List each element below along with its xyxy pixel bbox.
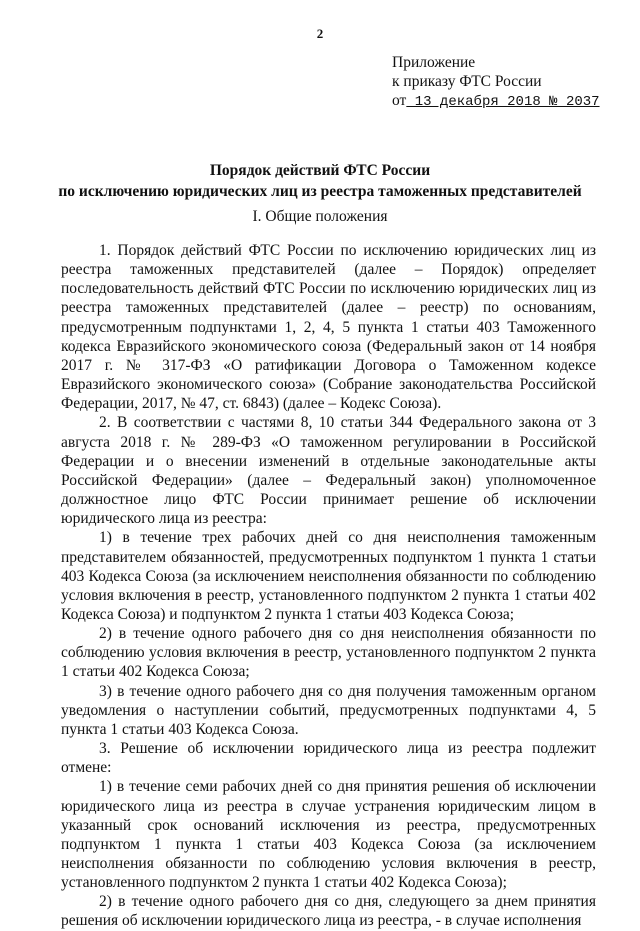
- appendix-block: [392, 53, 622, 112]
- document-title: [0, 160, 640, 202]
- appendix-date: 13 декабря 2018 № 2037: [406, 94, 600, 110]
- paragraph: 3. Решение об исключении юридического лица из реестра подлежит отмене:: [61, 740, 596, 777]
- paragraph: 3) в течение одного рабочего дня со дня получения таможенным органом уведомления о наступлении событий, предусмотренных подпунктами 4, 5 пункта 1 статьи 403 Кодекса Союза.: [61, 682, 596, 738]
- paragraph: 2) в течение одного рабочего дня со дня неисполнения обязанности по соблюдению условия включения в реестр, установленного подпунктом 2 пункта 1 статьи 402 Кодекса Союза;: [61, 625, 596, 681]
- page-number: 2: [316, 26, 324, 41]
- document-body: [61, 241, 596, 931]
- paragraph: 1) в течение семи рабочих дней со дня принятия решения об исключении юридического лица из реестра в случае устранения юридическим лицом в указанный срок оснований исключения из реестра, предусмотренных подпунктом 1 пункта 1 статьи 403 Кодекса Союза (за исключением неисполнения обязанности по соблюдению условия включения в реестр, установленного подпунктом 2 пункта 1 статьи 402 Кодекса Союза);: [61, 778, 596, 892]
- section-heading: I. Общие положения: [252, 208, 388, 225]
- document-title-line-1: Порядок действий ФТС России: [209, 162, 431, 179]
- document-title-line-2: по исключению юридических лиц из реестра таможенных представителей: [58, 183, 582, 200]
- appendix-date-line: [392, 91, 622, 112]
- appendix-order-ref: к приказу ФТС России: [392, 73, 542, 90]
- paragraph: 1. Порядок действий ФТС России по исключению юридических лиц из реестра таможенных представителей (далее – Порядок) определяет последовательность действий ФТС России по исключению юридических лиц из реестра таможенных представителей (далее – реестр) по основаниям, предусмотренным подпунктами 1, 2, 4, 5 пункта 1 статьи 403 Таможенного кодекса Евразийского экономического союза (Федеральный закон от 14 ноября 2017 г. № 317-ФЗ «О ратификации Договора о Таможенном кодексе Евразийского экономического союза» (Собрание законодательства Российской Федерации, 2017, № 47, ст. 6843) (далее – Кодекс Союза).: [61, 242, 596, 413]
- appendix-label: Приложение: [392, 54, 476, 71]
- paragraph: 2) в течение одного рабочего дня со дня, следующего за днем принятия решения об исключении юридического лица из реестра, - в случае исполнения: [61, 893, 596, 930]
- paragraph: 1) в течение трех рабочих дней со дня неисполнения таможенным представителем обязанностей, предусмотренных подпунктом 1 пункта 1 статьи 403 Кодекса Союза (за исключением неисполнения обязанности по соблюдению условия включения в реестр, установленного подпунктом 2 пункта 1 статьи 402 Кодекса Союза) и подпунктом 2 пункта 1 статьи 403 Кодекса Союза;: [61, 529, 596, 623]
- paragraph: 2. В соответствии с частями 8, 10 статьи 344 Федерального закона от 3 августа 2018 г. № 289-ФЗ «О таможенном регулировании в Российской Федерации и о внесении изменений в отдельные законодательные акты Российской Федерации» (далее – Федеральный закон) уполномоченное должностное лицо ФТС России принимает решение об исключении юридического лица из реестра:: [61, 414, 596, 528]
- appendix-date-prefix: от: [392, 92, 407, 109]
